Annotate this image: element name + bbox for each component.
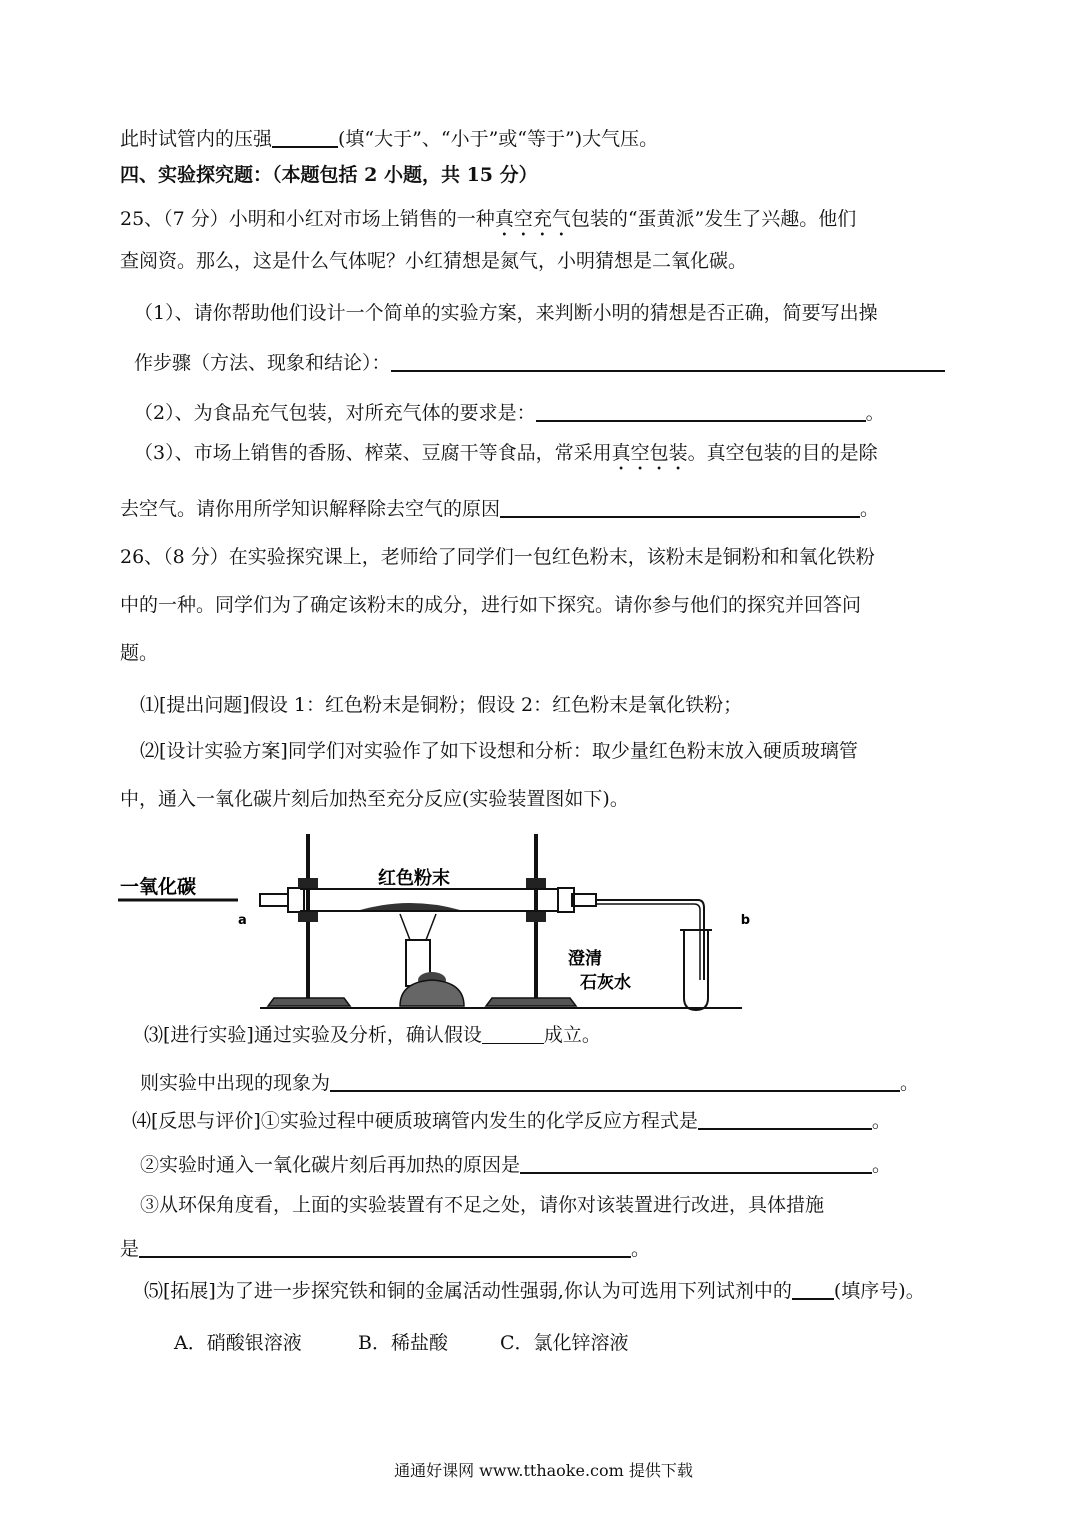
answer-blank[interactable] xyxy=(330,1072,900,1092)
q25-part1-line2 xyxy=(134,348,945,378)
label-b: b xyxy=(740,913,750,928)
text: 去空气。请你用所学知识解释除去空气的原因 xyxy=(120,498,501,520)
answer-blank[interactable] xyxy=(698,1110,872,1130)
apparatus-diagram xyxy=(110,830,750,1016)
option-b: B．稀盐酸 xyxy=(358,1332,448,1354)
inlet-connector xyxy=(260,894,290,906)
text: ⑸[拓展]为了进一步探究铁和铜的金属活动性强弱,你认为可选用下列试剂中的 xyxy=(144,1280,792,1302)
text: 则实验中出现的现象为 xyxy=(140,1072,331,1094)
text: 是 xyxy=(120,1238,140,1260)
q26-part5 xyxy=(144,1276,925,1306)
q26-part4-line3: ③从环保角度看，上面的实验装置有不足之处，请你对该装置进行改进，具体措施 xyxy=(140,1194,825,1216)
q25-part2 xyxy=(134,398,885,428)
q26-part4-line4 xyxy=(120,1234,650,1264)
red-powder xyxy=(360,903,460,910)
flame xyxy=(400,914,436,940)
text: 。 xyxy=(872,1154,892,1176)
text: 。 xyxy=(631,1238,651,1260)
section-title: 四、实验探究题：（本题包括 2 小题，共 15 分） xyxy=(120,164,538,186)
gas-label: 一氧化碳 xyxy=(120,876,197,898)
answer-blank[interactable] xyxy=(272,128,338,148)
text: （2）、为食品充气包装，对所充气体的要求是： xyxy=(134,402,536,424)
answer-blank[interactable] xyxy=(482,1025,544,1044)
text: 。真空包装的目的是除 xyxy=(687,442,878,464)
q26-part2-line1: ⑵[设计实验方案]同学们对实验作了如下设想和分析：取少量红色粉末放入硬质玻璃管 xyxy=(140,740,858,762)
q26-part2-line2: 中，通入一氧化碳片刻后加热至充分反应(实验装置图如下)。 xyxy=(120,788,629,810)
right-clamp-top xyxy=(526,878,546,888)
q26-part4-line1 xyxy=(132,1106,891,1136)
answer-blank[interactable] xyxy=(391,352,945,372)
q26-stem-line1: 26、（8 分）在实验探究课上，老师给了同学们一包红色粉末，该粉末是铜粉和和氧化铁粉 xyxy=(120,546,875,568)
answer-blank[interactable] xyxy=(500,498,860,518)
q25-part3-line1 xyxy=(134,438,878,475)
footer: 通通好课网 www.tthaoke.com 提供下载 xyxy=(394,1461,693,1480)
left-stand-base xyxy=(268,998,350,1006)
option-c: C．氯化锌溶液 xyxy=(500,1332,629,1354)
q25-part1-line1: （1）、请你帮助他们设计一个简单的实验方案，来判断小明的猜想是否正确，简要写出操 xyxy=(134,302,878,324)
q26-stem-line2: 中的一种。同学们为了确定该粉末的成分，进行如下探究。请你参与他们的探究并回答问 xyxy=(120,594,862,616)
q25-stem-line2: 查阅资。那么，这是什么气体呢？小红猜想是氮气，小明猜想是二氧化碳。 xyxy=(120,250,748,272)
emphasized-text: 真空充气 xyxy=(494,208,571,230)
text: ②实验时通入一氧化碳片刻后再加热的原因是 xyxy=(140,1154,521,1176)
q26-part3-line1 xyxy=(144,1020,601,1050)
text: 。 xyxy=(865,402,885,424)
label-a: a xyxy=(238,913,247,928)
intro-line xyxy=(120,124,658,154)
text: 25、（7 分）小明和小红对市场上销售的一种 xyxy=(120,208,495,230)
intro-text: 此时试管内的压强 xyxy=(120,128,273,150)
limewater-label-1: 澄清 xyxy=(568,949,602,969)
q26-part4-line2 xyxy=(140,1150,891,1180)
text: 。 xyxy=(900,1072,920,1094)
text: 包装的“蛋黄派”发生了兴趣。他们 xyxy=(570,208,857,230)
q25-part3-line2 xyxy=(120,494,879,524)
emphasized-text: 真空包装 xyxy=(611,442,688,464)
answer-blank[interactable] xyxy=(536,402,866,422)
left-clamp-bottom xyxy=(298,912,318,922)
text: ⑷[反思与评价]①实验过程中硬质玻璃管内发生的化学反应方程式是 xyxy=(132,1110,698,1132)
text: 。 xyxy=(860,498,880,520)
text: 成立。 xyxy=(543,1024,601,1046)
text: 。 xyxy=(871,1110,891,1132)
q26-part3-line2 xyxy=(140,1068,919,1098)
text: （3）、市场上销售的香肠、榨菜、豆腐干等食品，常采用 xyxy=(134,442,612,464)
limewater-label-2: 石灰水 xyxy=(580,973,631,993)
q25-stem-line1 xyxy=(120,204,856,241)
text: ⑶[进行实验]通过实验及分析，确认假设 xyxy=(144,1024,482,1046)
q26-stem-line3: 题。 xyxy=(120,642,159,664)
q26-part1: ⑴[提出问题]假设 1：红色粉末是铜粉；假设 2：红色粉末是氧化铁粉； xyxy=(140,694,743,716)
outlet-connector xyxy=(572,894,596,906)
answer-blank[interactable] xyxy=(792,1280,834,1300)
intro-text-tail: (填“大于”、“小于”或“等于”)大气压。 xyxy=(338,128,659,150)
left-stopper xyxy=(288,888,304,912)
left-clamp-top xyxy=(298,878,318,888)
option-a: A．硝酸银溶液 xyxy=(174,1332,302,1354)
text: (填序号)。 xyxy=(833,1280,925,1302)
answer-blank[interactable] xyxy=(139,1238,631,1258)
text: 作步骤（方法、现象和结论）： xyxy=(134,352,391,374)
answer-blank[interactable] xyxy=(520,1154,872,1174)
right-stand-base xyxy=(486,998,576,1006)
powder-label: 红色粉末 xyxy=(378,868,450,889)
right-clamp-bottom xyxy=(526,912,546,922)
outlet-pipe xyxy=(596,900,704,980)
